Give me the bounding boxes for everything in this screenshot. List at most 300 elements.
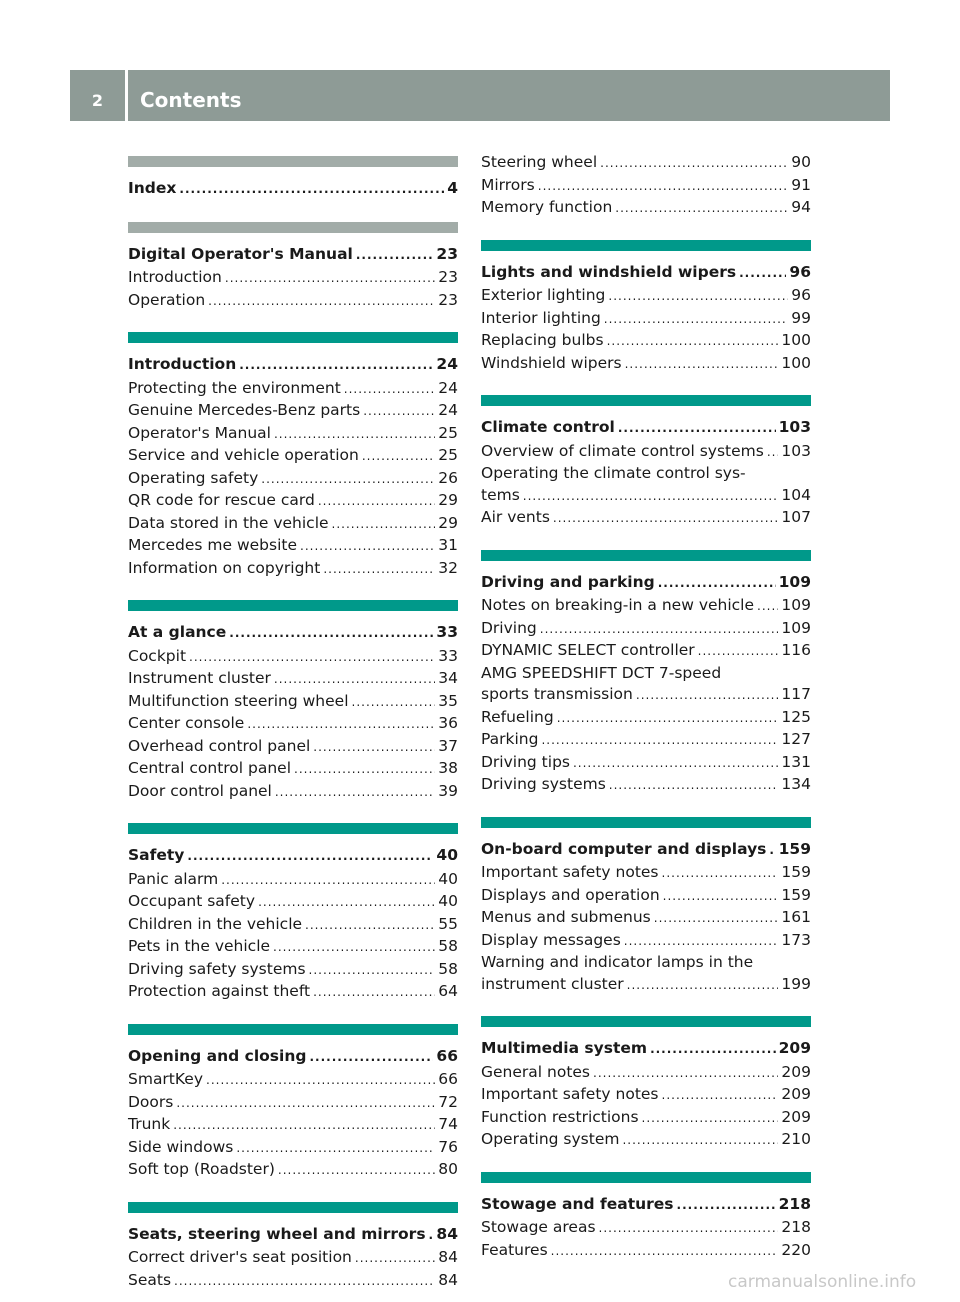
entry-title: Air vents <box>481 508 550 526</box>
section-gap <box>128 803 458 819</box>
leader-dots <box>275 782 435 804</box>
leader-dots <box>662 1085 779 1107</box>
leader-dots <box>206 1070 435 1092</box>
leader-dots <box>332 514 436 536</box>
leader-dots <box>523 486 779 508</box>
leader-dots <box>650 1039 776 1061</box>
entry-title: Occupant safety <box>128 892 256 910</box>
leader-dots <box>593 1063 778 1085</box>
entry-title: Pets in the vehicle <box>128 937 271 955</box>
toc-entry[interactable] <box>128 914 458 937</box>
entry-page: 29 <box>438 513 458 532</box>
toc-entry[interactable] <box>128 1069 458 1092</box>
leader-dots <box>174 1271 435 1293</box>
toc-chapter-entry[interactable] <box>128 1224 458 1247</box>
leader-dots <box>247 714 435 736</box>
leader-dots <box>362 446 435 468</box>
entry-page: 127 <box>781 730 811 748</box>
entry-page: 173 <box>781 930 811 949</box>
section-bar <box>128 332 458 343</box>
toc-chapter-entry[interactable] <box>128 244 458 267</box>
entry-title: Parking <box>481 730 539 748</box>
entry-title-cont: tems <box>481 485 520 504</box>
leader-dots <box>557 708 779 730</box>
leader-dots <box>654 908 779 930</box>
leader-dots <box>757 596 778 618</box>
entry-page: 84 <box>438 1270 458 1289</box>
toc-entry[interactable] <box>481 640 811 663</box>
entry-page: 220 <box>781 1240 811 1259</box>
toc-chapter-entry[interactable] <box>481 839 811 862</box>
entry-page: 58 <box>438 959 458 978</box>
entry-page: 209 <box>781 1107 811 1126</box>
chapter-page: 159 <box>778 839 811 858</box>
section-bar <box>481 1016 811 1027</box>
leader-dots <box>541 730 778 752</box>
page-number: 2 <box>70 70 128 121</box>
entry-page: 74 <box>438 1115 458 1133</box>
toc-entry[interactable] <box>128 378 458 401</box>
entry-title: Features <box>481 1240 548 1259</box>
entry-page: 159 <box>781 863 811 881</box>
toc-entry[interactable] <box>128 668 458 691</box>
chapter-page: 33 <box>436 623 458 641</box>
entry-page: 209 <box>781 1062 811 1081</box>
entry-page: 64 <box>438 982 458 1000</box>
toc-chapter-entry[interactable] <box>128 178 458 201</box>
leader-dots <box>600 153 788 175</box>
chapter-title: Safety <box>128 846 185 864</box>
entry-page: 84 <box>438 1248 458 1266</box>
entry-page: 125 <box>781 707 811 726</box>
toc-section <box>128 803 458 1004</box>
leader-dots <box>538 176 789 198</box>
toc-entry[interactable] <box>481 175 811 198</box>
toc-entry[interactable] <box>128 869 458 892</box>
entry-page: 159 <box>781 885 811 904</box>
entry-page: 218 <box>781 1218 811 1236</box>
toc-entry[interactable] <box>481 862 811 885</box>
toc-entry[interactable] <box>128 445 458 468</box>
toc-entry[interactable] <box>128 1092 458 1115</box>
entry-title: Operating safety <box>128 468 259 487</box>
entry-title: QR code for rescue card <box>128 491 315 509</box>
chapter-title: Driving and parking <box>481 572 655 591</box>
entry-title: Warning and indicator lamps in the <box>481 953 754 971</box>
entry-title: Overview of climate control systems <box>481 441 764 460</box>
entry-title: Children in the vehicle <box>128 914 303 933</box>
chapter-page: 84 <box>436 1224 458 1243</box>
toc-entry[interactable] <box>481 507 811 530</box>
toc-entry-line[interactable] <box>481 952 811 974</box>
entry-title: Central control panel <box>128 759 292 777</box>
chapter-title: Multimedia system <box>481 1039 648 1057</box>
entry-title: Notes on breaking-in a new vehicle <box>481 596 755 614</box>
entry-page: 58 <box>438 937 458 955</box>
entry-title-cont: instrument cluster <box>481 974 624 993</box>
entry-title: Operating system <box>481 1130 620 1148</box>
chapter-title: Seats, steering wheel and mirrors <box>128 1224 426 1243</box>
toc-entry[interactable] <box>128 1137 458 1160</box>
entry-title: Driving tips <box>481 752 570 771</box>
toc-entry[interactable] <box>481 595 811 618</box>
toc-entry[interactable] <box>128 936 458 959</box>
leader-dots <box>300 536 435 558</box>
entry-page: 40 <box>438 892 458 910</box>
entry-page: 55 <box>438 914 458 933</box>
entry-title: Door control panel <box>128 781 272 800</box>
leader-dots <box>662 863 779 885</box>
section-gap <box>481 1152 811 1168</box>
leader-dots <box>363 401 435 423</box>
section-bar <box>128 823 458 834</box>
leader-dots <box>225 268 435 290</box>
toc-entry[interactable] <box>128 513 458 536</box>
section-bar <box>481 240 811 251</box>
entry-title: Panic alarm <box>128 869 219 888</box>
leader-dots <box>607 331 779 353</box>
toc-entry[interactable] <box>128 691 458 714</box>
toc-section <box>128 156 458 201</box>
entry-page: 96 <box>791 286 811 304</box>
toc-chapter-entry[interactable] <box>128 354 458 377</box>
chapter-title: Digital Operator's Manual <box>128 244 353 263</box>
toc-entry[interactable] <box>481 1240 811 1263</box>
leader-dots <box>355 1248 435 1270</box>
toc-entry[interactable] <box>481 752 811 775</box>
chapter-page: 209 <box>778 1039 811 1057</box>
toc-entry[interactable] <box>128 267 458 290</box>
entry-page: 134 <box>781 775 811 793</box>
entry-page: 76 <box>438 1137 458 1156</box>
entry-title: AMG SPEEDSHIFT DCT 7-speed <box>481 663 722 682</box>
toc-entry[interactable] <box>481 885 811 908</box>
toc-entry[interactable] <box>481 441 811 464</box>
entry-title: Overhead control panel <box>128 736 311 755</box>
toc-section <box>481 152 811 220</box>
section-bar <box>481 550 811 561</box>
entry-title: Service and vehicle operation <box>128 446 359 464</box>
entry-page: 116 <box>781 641 811 659</box>
leader-dots <box>352 692 436 714</box>
toc-entry[interactable] <box>128 646 458 669</box>
leader-dots <box>274 669 435 691</box>
entry-title: Steering wheel <box>481 153 598 171</box>
entry-title: Genuine Mercedes-Benz parts <box>128 401 361 419</box>
toc-entry[interactable] <box>481 152 811 175</box>
section-gap <box>128 312 458 328</box>
watermark: carmanualsonline.info <box>728 1272 917 1292</box>
leader-dots <box>189 647 435 669</box>
toc-entry[interactable] <box>128 959 458 982</box>
entry-page: 199 <box>781 974 811 993</box>
entry-page: 103 <box>781 441 811 460</box>
leader-dots <box>618 418 776 440</box>
leader-dots <box>318 491 435 513</box>
entry-page: 40 <box>438 869 458 888</box>
entry-title: DYNAMIC SELECT controller <box>481 641 695 659</box>
entry-page: 80 <box>438 1160 458 1178</box>
toc-entry[interactable] <box>481 308 811 331</box>
chapter-page: 96 <box>789 262 811 281</box>
leader-dots <box>642 1108 779 1130</box>
entry-page: 94 <box>791 198 811 216</box>
section-bar <box>128 1024 458 1035</box>
toc-entry[interactable] <box>128 490 458 513</box>
page-title: Contents <box>140 88 242 112</box>
entry-page: 131 <box>781 752 811 771</box>
entry-title: Mercedes me website <box>128 536 297 554</box>
entry-title: Operating the climate control sys- <box>481 464 746 482</box>
leader-dots <box>313 982 435 1004</box>
toc-entry[interactable] <box>128 781 458 804</box>
entry-title: Seats <box>128 1270 172 1289</box>
toc-section <box>128 312 458 580</box>
leader-dots <box>309 1047 433 1069</box>
toc-entry[interactable] <box>128 981 458 1004</box>
chapter-title: On-board computer and displays <box>481 839 767 858</box>
entry-page: 25 <box>438 423 458 442</box>
toc-section <box>481 797 811 997</box>
leader-dots <box>604 309 788 331</box>
entry-title: General notes <box>481 1062 591 1081</box>
leader-dots <box>624 931 779 953</box>
toc-chapter-entry[interactable] <box>128 845 458 868</box>
entry-page: 66 <box>438 1070 458 1088</box>
toc-entry[interactable] <box>128 468 458 491</box>
toc-entry[interactable] <box>128 1270 458 1293</box>
entry-page: 23 <box>438 268 458 286</box>
leader-dots <box>698 641 779 663</box>
toc-chapter-entry[interactable] <box>481 1194 811 1217</box>
section-gap <box>128 580 458 596</box>
toc-section <box>481 375 811 530</box>
entry-page: 33 <box>438 646 458 665</box>
toc-entry[interactable] <box>128 1247 458 1270</box>
chapter-page: 103 <box>778 418 811 436</box>
leader-dots <box>615 198 788 220</box>
entry-page: 100 <box>781 331 811 349</box>
toc-entry[interactable] <box>481 729 811 752</box>
chapter-page: 40 <box>436 846 458 864</box>
section-gap <box>481 996 811 1012</box>
entry-page: 25 <box>438 446 458 464</box>
toc-entry[interactable] <box>481 707 811 730</box>
entry-title: Driving <box>481 618 537 637</box>
section-bar <box>128 600 458 611</box>
entry-title: Displays and operation <box>481 885 660 904</box>
leader-dots <box>344 379 435 401</box>
leader-dots <box>551 1241 779 1263</box>
entry-title: Instrument cluster <box>128 669 271 687</box>
leader-dots <box>236 1138 435 1160</box>
toc-entry[interactable] <box>481 1217 811 1240</box>
toc-entry[interactable] <box>481 485 811 508</box>
toc-chapter-entry[interactable] <box>481 417 811 440</box>
entry-page: 109 <box>781 618 811 637</box>
leader-dots <box>229 623 433 645</box>
entry-title: Doors <box>128 1092 174 1111</box>
entry-page: 117 <box>781 685 811 703</box>
chapter-title: At a glance <box>128 623 227 641</box>
leader-dots <box>622 1130 778 1152</box>
leader-dots <box>258 892 435 914</box>
section-gap <box>128 1004 458 1020</box>
section-bar <box>481 1172 811 1183</box>
section-gap <box>481 530 811 546</box>
entry-title: Menus and submenus <box>481 908 651 926</box>
leader-dots <box>663 886 779 908</box>
toc-chapter-entry[interactable] <box>481 572 811 595</box>
section-gap <box>481 220 811 236</box>
toc-section <box>128 1004 458 1182</box>
entry-page: 104 <box>781 485 811 504</box>
toc-entry[interactable] <box>481 1084 811 1107</box>
toc-entry[interactable] <box>481 930 811 953</box>
leader-dots <box>356 245 434 267</box>
entry-page: 39 <box>438 781 458 800</box>
toc-section <box>481 996 811 1152</box>
chapter-page: 66 <box>436 1046 458 1065</box>
chapter-page: 218 <box>778 1194 811 1213</box>
toc-entry[interactable] <box>128 535 458 558</box>
chapter-page: 109 <box>778 572 811 591</box>
toc-entry[interactable] <box>481 1129 811 1152</box>
leader-dots <box>540 619 779 641</box>
toc-entry[interactable] <box>128 558 458 581</box>
toc-section <box>128 580 458 803</box>
section-bar <box>128 222 458 233</box>
entry-title: Correct driver's seat position <box>128 1248 352 1266</box>
toc-chapter-entry[interactable] <box>481 262 811 285</box>
toc-entry[interactable] <box>481 774 811 797</box>
leader-dots <box>677 1195 776 1217</box>
entry-title: Important safety notes <box>481 863 659 881</box>
entry-title: Important safety notes <box>481 1085 659 1103</box>
leader-dots <box>608 286 788 308</box>
chapter-page: 24 <box>436 355 458 373</box>
entry-page: 29 <box>438 491 458 509</box>
leader-dots <box>239 355 433 377</box>
entry-title: Trunk <box>128 1115 171 1133</box>
leader-dots <box>294 759 435 781</box>
entry-page: 99 <box>791 308 811 327</box>
entry-title: Function restrictions <box>481 1107 639 1126</box>
toc-entry[interactable] <box>481 974 811 997</box>
entry-title: Memory function <box>481 198 613 216</box>
toc-section <box>481 1152 811 1263</box>
leader-dots <box>739 263 786 285</box>
toc-entry[interactable] <box>128 713 458 736</box>
entry-title: Refueling <box>481 707 554 726</box>
toc-chapter-entry[interactable] <box>128 622 458 645</box>
toc-entry[interactable] <box>481 618 811 641</box>
entry-page: 161 <box>781 908 811 926</box>
entry-title: Operation <box>128 290 206 309</box>
entry-title: Data stored in the vehicle <box>128 513 329 532</box>
leader-dots <box>609 775 779 797</box>
entry-page: 32 <box>438 558 458 577</box>
entry-page: 24 <box>438 401 458 419</box>
toc-entry[interactable] <box>481 330 811 353</box>
entry-title: Driving systems <box>481 775 606 793</box>
leader-dots <box>625 354 779 376</box>
leader-dots <box>187 846 433 868</box>
entry-title: Information on copyright <box>128 558 321 577</box>
toc-entry[interactable] <box>481 1107 811 1130</box>
toc-entry[interactable] <box>128 1114 458 1137</box>
section-bar <box>481 395 811 406</box>
entry-page: 107 <box>781 508 811 526</box>
section-bar <box>481 817 811 828</box>
leader-dots <box>221 870 435 892</box>
chapter-title: Climate control <box>481 418 615 436</box>
entry-page: 35 <box>438 691 458 710</box>
toc-entry[interactable] <box>481 684 811 707</box>
toc-entry[interactable] <box>128 736 458 759</box>
toc-entry[interactable] <box>481 353 811 376</box>
leader-dots <box>769 840 775 862</box>
leader-dots <box>274 424 435 446</box>
entry-page: 26 <box>438 468 458 487</box>
entry-title: Operator's Manual <box>128 423 271 442</box>
leader-dots <box>313 737 435 759</box>
section-bar <box>128 156 458 167</box>
toc-entry[interactable] <box>128 891 458 914</box>
toc-entry-line[interactable] <box>481 663 811 685</box>
leader-dots <box>627 975 779 997</box>
entry-page: 34 <box>438 669 458 687</box>
toc-entry[interactable] <box>481 285 811 308</box>
toc-entry[interactable] <box>481 197 811 220</box>
leader-dots <box>599 1218 779 1240</box>
toc-entry-line[interactable] <box>481 463 811 485</box>
entry-title: Exterior lighting <box>481 286 606 304</box>
entry-title: SmartKey <box>128 1070 203 1088</box>
leader-dots <box>309 960 436 982</box>
toc-chapter-entry[interactable] <box>128 1046 458 1069</box>
entry-page: 91 <box>791 175 811 194</box>
entry-title: Protecting the environment <box>128 378 341 397</box>
toc-column-right <box>481 152 811 1262</box>
toc-entry[interactable] <box>128 290 458 313</box>
toc-entry[interactable] <box>128 1159 458 1182</box>
toc-entry[interactable] <box>128 423 458 446</box>
leader-dots <box>305 915 435 937</box>
toc-column-left <box>128 152 458 1292</box>
leader-dots <box>179 179 444 201</box>
toc-chapter-entry[interactable] <box>481 1038 811 1061</box>
entry-title: Cockpit <box>128 646 187 665</box>
toc-entry[interactable] <box>128 400 458 423</box>
toc-entry[interactable] <box>481 907 811 930</box>
toc-entry[interactable] <box>481 1062 811 1085</box>
leader-dots <box>261 469 435 491</box>
entry-page: 36 <box>438 714 458 732</box>
entry-title: Soft top (Roadster) <box>128 1160 275 1178</box>
leader-dots <box>767 442 779 464</box>
entry-title: Side windows <box>128 1137 234 1156</box>
toc-section <box>128 1182 458 1293</box>
entry-page: 24 <box>438 378 458 397</box>
toc-section <box>481 220 811 376</box>
entry-page: 90 <box>791 153 811 171</box>
section-gap <box>481 375 811 391</box>
section-gap <box>128 202 458 218</box>
chapter-title: Lights and windshield wipers <box>481 262 737 281</box>
toc-section <box>481 530 811 797</box>
toc-entry[interactable] <box>128 758 458 781</box>
